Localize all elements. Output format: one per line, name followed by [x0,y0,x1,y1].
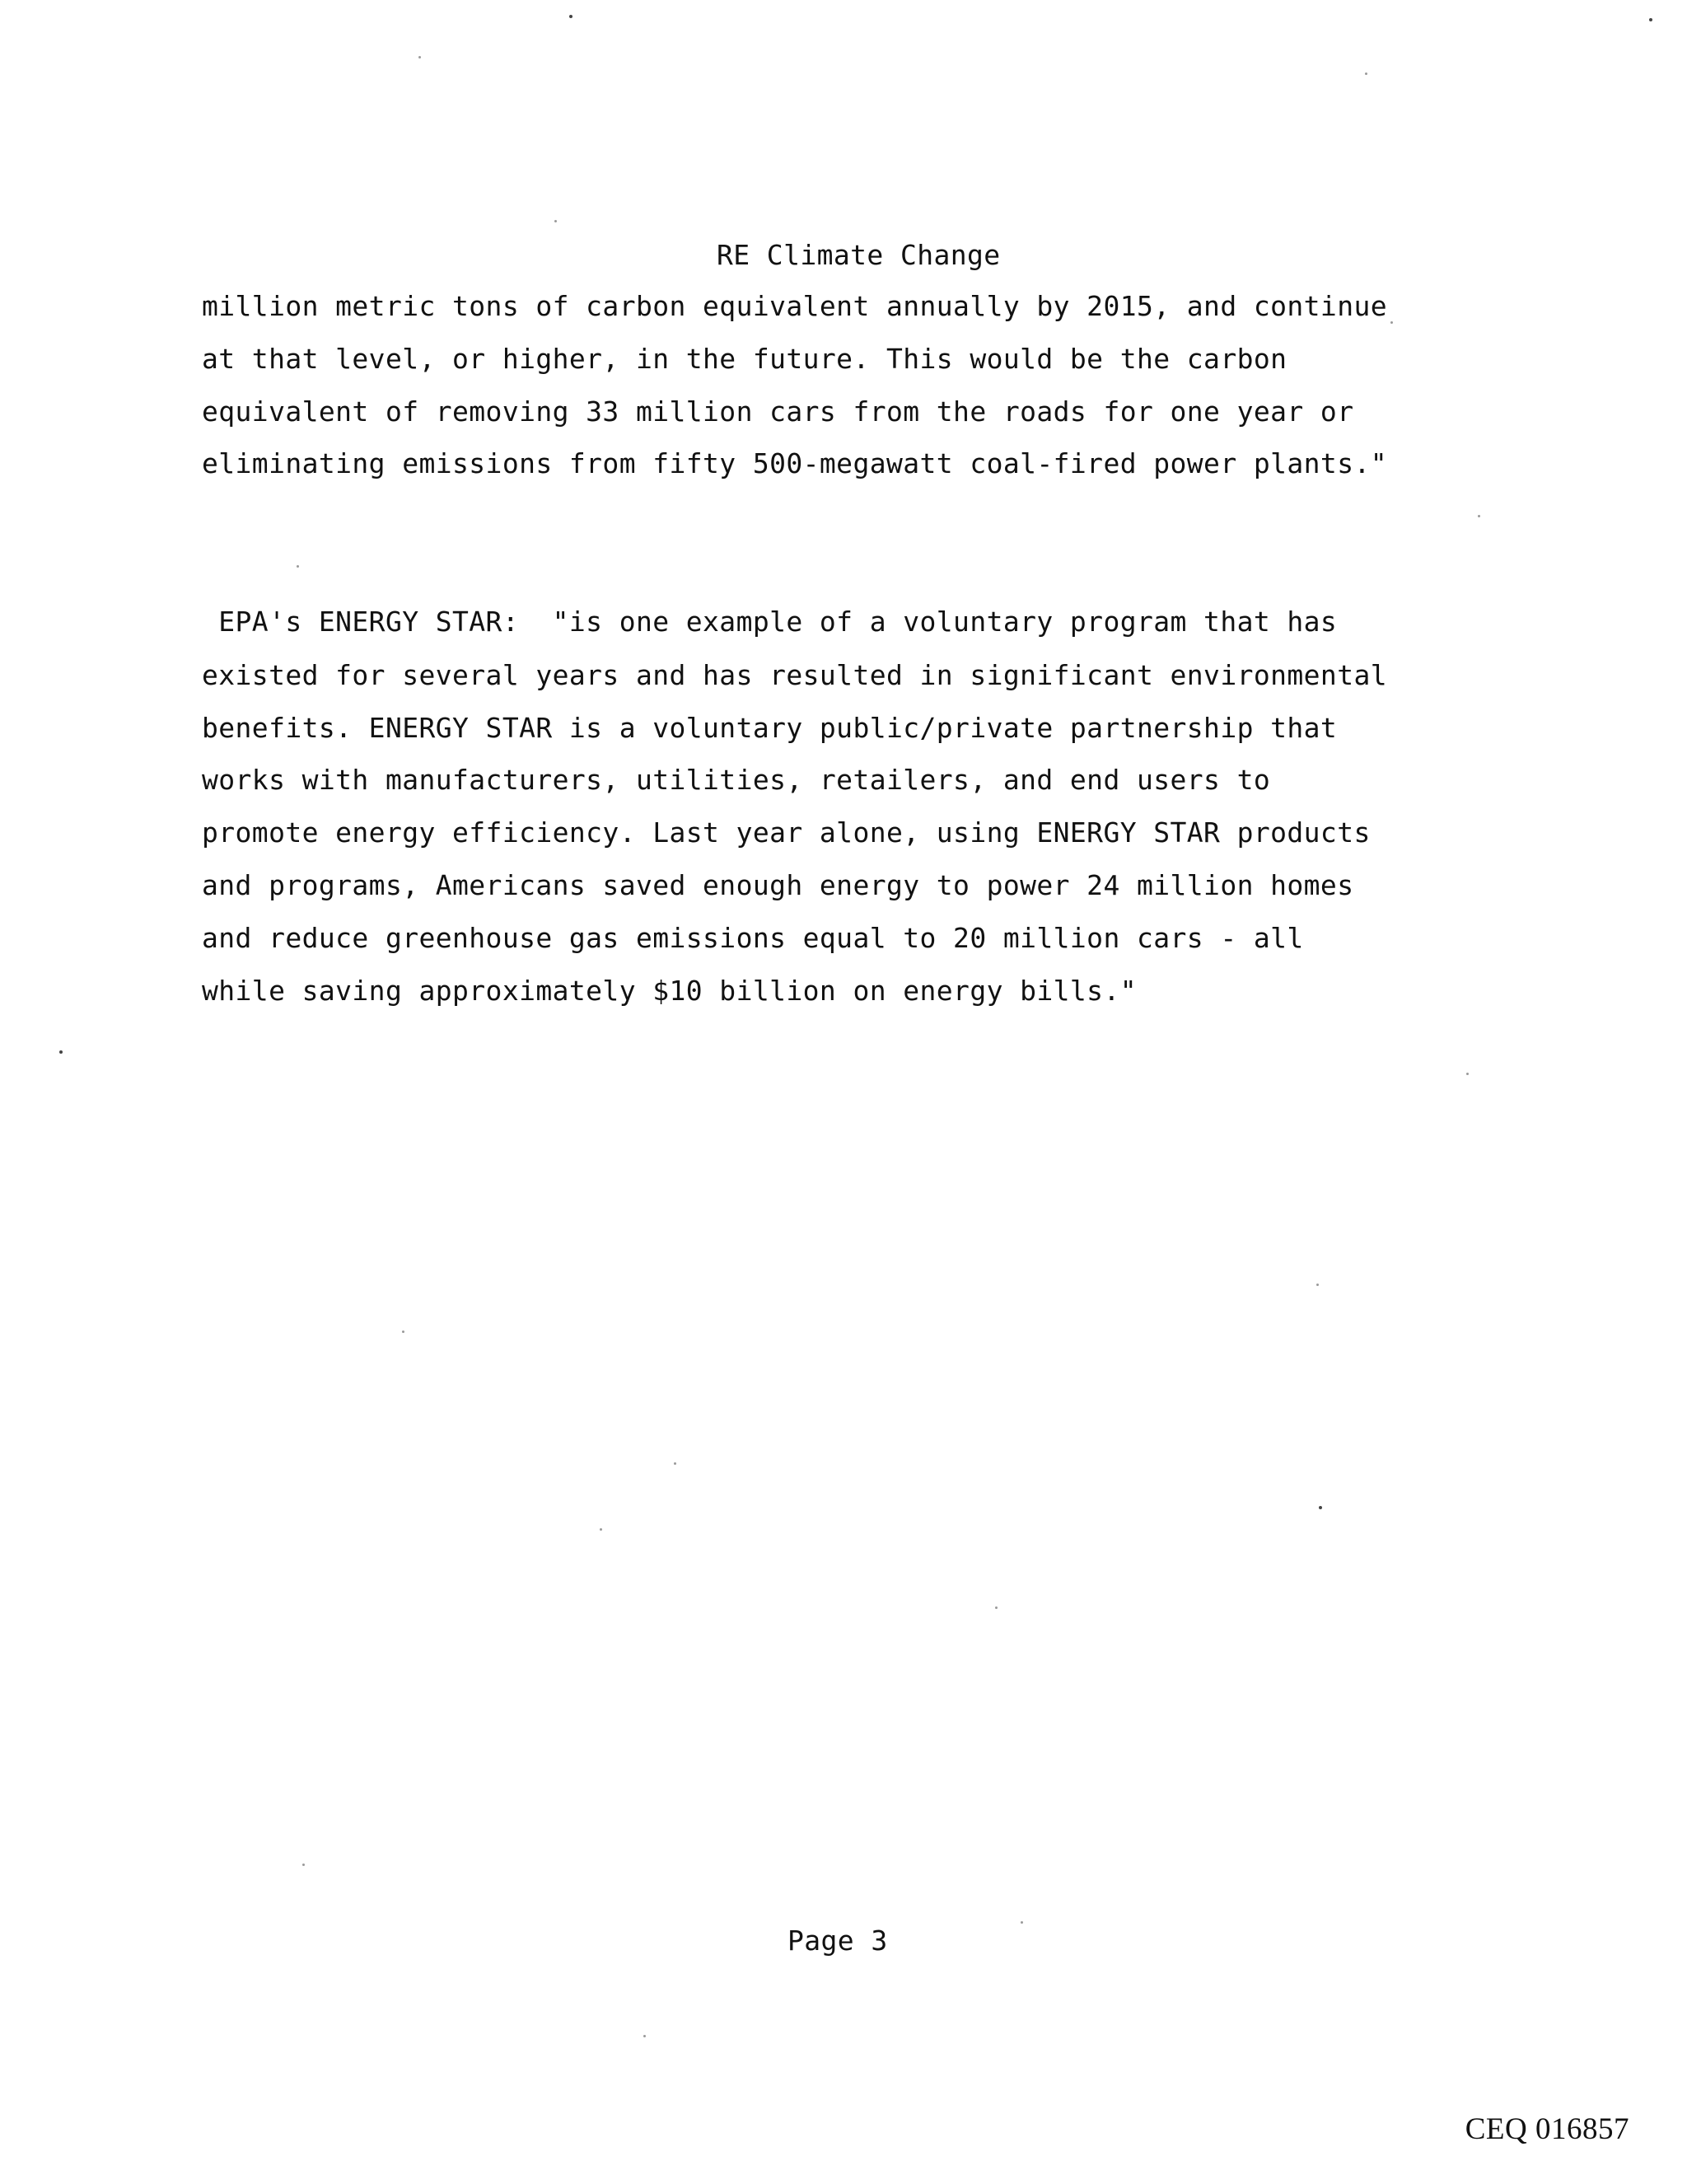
scan-speck [1316,1284,1319,1286]
page-number: Page 3 [787,1924,888,1957]
paragraph-2-line: benefits. ENERGY STAR is a voluntary public/private partnership that [202,712,1338,744]
scan-speck [1319,1506,1322,1509]
scan-speck [995,1606,998,1609]
scan-speck [1649,18,1652,21]
paragraph-2-line: EPA's ENERGY STAR: "is one example of a voluntary program that has [202,606,1338,638]
page-header-title: RE Climate Change [717,239,1001,271]
paragraph-2-line: while saving approximately $10 billion on energy bills." [202,975,1137,1007]
scan-speck [402,1331,404,1333]
paragraph-2-line: and reduce greenhouse gas emissions equal to 20 million cars - all [202,922,1304,954]
scan-speck [600,1528,602,1531]
scan-speck [1466,1073,1469,1075]
scan-speck [1021,1921,1023,1924]
scan-speck [59,1050,63,1054]
scan-speck [643,2035,646,2037]
paragraph-1-line: eliminating emissions from fifty 500-megawatt coal-fired power plants." [202,447,1388,479]
scan-speck [1478,515,1480,517]
paragraph-2-line: promote energy efficiency. Last year alone, using ENERGY STAR products [202,816,1371,849]
bates-number: CEQ 016857 [1465,2112,1629,2146]
scan-speck [1365,72,1367,75]
scan-speck [1390,321,1393,324]
scan-speck [302,1864,305,1866]
scan-speck [418,56,421,58]
paragraph-1-line: equivalent of removing 33 million cars from the roads for one year or [202,395,1354,428]
paragraph-2-line: existed for several years and has resulted in significant environmental [202,659,1388,691]
scan-speck [674,1462,676,1465]
paragraph-2-line: and programs, Americans saved enough energy to power 24 million homes [202,869,1354,901]
paragraph-1-line: million metric tons of carbon equivalent annually by 2015, and continue [202,290,1388,322]
paragraph-1-line: at that level, or higher, in the future. This would be the carbon [202,343,1287,375]
scan-speck [554,220,557,222]
scan-speck [569,15,572,18]
scan-speck [297,565,299,568]
paragraph-2-line: works with manufacturers, utilities, retailers, and end users to [202,764,1271,796]
